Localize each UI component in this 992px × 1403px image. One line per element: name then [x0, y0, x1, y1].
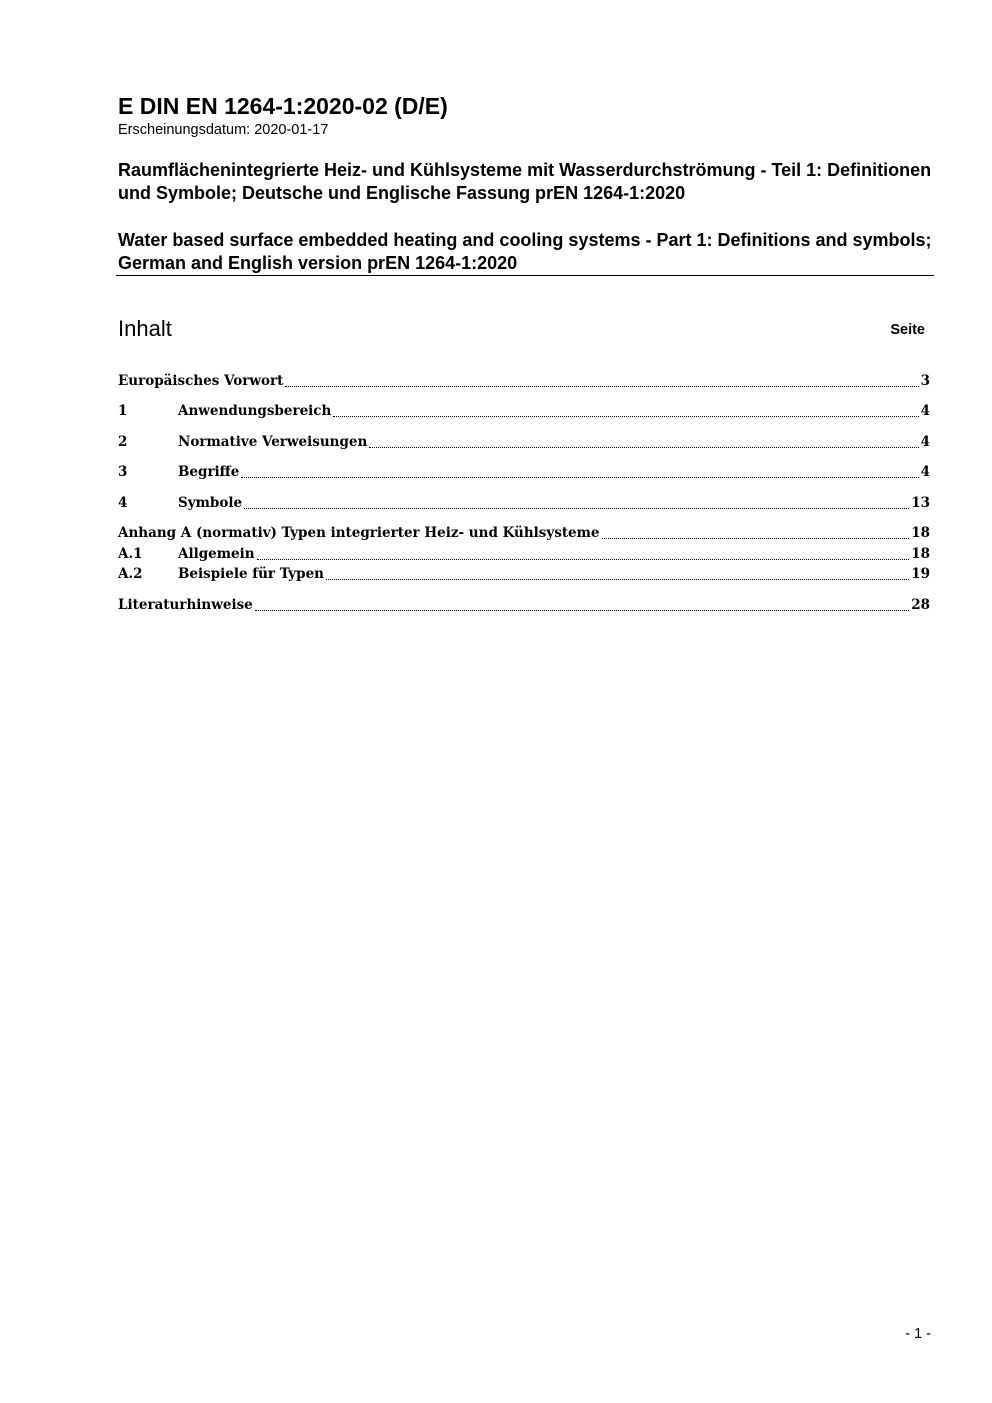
toc-entry-title: Begriffe [178, 464, 240, 480]
page-number: - 1 - [905, 1326, 931, 1342]
toc-entry-page: 18 [911, 525, 930, 541]
toc-entry-number: A.1 [118, 546, 143, 562]
toc-entry-scope[interactable] [118, 401, 930, 421]
title-english: Water based surface embedded heating and cooling systems - Part 1: Definitions and symbols; German and English version prEN 1264-1:2020 [118, 230, 932, 273]
toc-entry-number: A.2 [118, 566, 143, 582]
toc-leader-dots [257, 559, 910, 560]
header-divider [116, 275, 934, 276]
toc-entry-symbols[interactable] [118, 493, 930, 513]
toc-entry-page: 18 [911, 546, 930, 562]
toc-entry-number: 1 [118, 403, 128, 419]
toc-leader-dots [255, 610, 909, 611]
title-german: Raumflächenintegrierte Heiz- und Kühlsysteme mit Wasserdurchströmung - Teil 1: Definitionen und Symbole; Deutsche und Englische Fassung prEN 1264-1:2020 [118, 160, 932, 203]
toc-entry-annex-a[interactable] [118, 523, 930, 543]
toc-leader-dots [369, 447, 918, 448]
toc-leader-dots [326, 579, 909, 580]
toc-entry-page: 13 [911, 495, 930, 511]
toc-entry-title: Allgemein [178, 546, 255, 562]
toc-entry-number: 2 [118, 434, 128, 450]
toc-leader-dots [285, 386, 918, 387]
toc-entry-title: Anwendungsbereich [178, 403, 332, 419]
toc-entry-number: 3 [118, 464, 128, 480]
toc-heading: Inhalt [118, 316, 172, 341]
toc-entry-page: 28 [911, 597, 930, 613]
toc-entry-page: 19 [911, 566, 930, 582]
toc-entry-normative-references[interactable] [118, 432, 930, 452]
toc-leader-dots [241, 477, 918, 478]
toc-entry-page: 3 [920, 373, 930, 389]
toc-entry-european-foreword[interactable] [118, 371, 930, 391]
toc-entry-terms[interactable] [118, 462, 930, 482]
publication-date: Erscheinungsdatum: 2020-01-17 [118, 122, 329, 138]
toc-entry-title: Literaturhinweise [118, 597, 253, 613]
toc-entry-a1-general[interactable] [118, 544, 930, 564]
toc-entry-page: 4 [920, 403, 930, 419]
toc-entry-a2-examples[interactable] [118, 564, 930, 584]
toc-entry-number: 4 [118, 495, 128, 511]
toc-entry-title: Anhang A (normativ) Typen integrierter Heiz- und Kühlsysteme [118, 525, 600, 541]
toc-page-label: Seite [890, 322, 925, 338]
toc-leader-dots [333, 416, 918, 417]
toc-entry-bibliography[interactable] [118, 595, 930, 615]
toc-entry-title: Beispiele für Typen [178, 566, 324, 582]
toc-entry-page: 4 [920, 464, 930, 480]
toc-entry-title: Symbole [178, 495, 243, 511]
document-id: E DIN EN 1264-1:2020-02 (D/E) [118, 93, 448, 119]
toc-entry-page: 4 [920, 434, 930, 450]
toc-entry-title: Europäisches Vorwort [118, 373, 284, 389]
toc-leader-dots [244, 508, 909, 509]
toc-leader-dots [602, 538, 910, 539]
toc-entry-title: Normative Verweisungen [178, 434, 368, 450]
